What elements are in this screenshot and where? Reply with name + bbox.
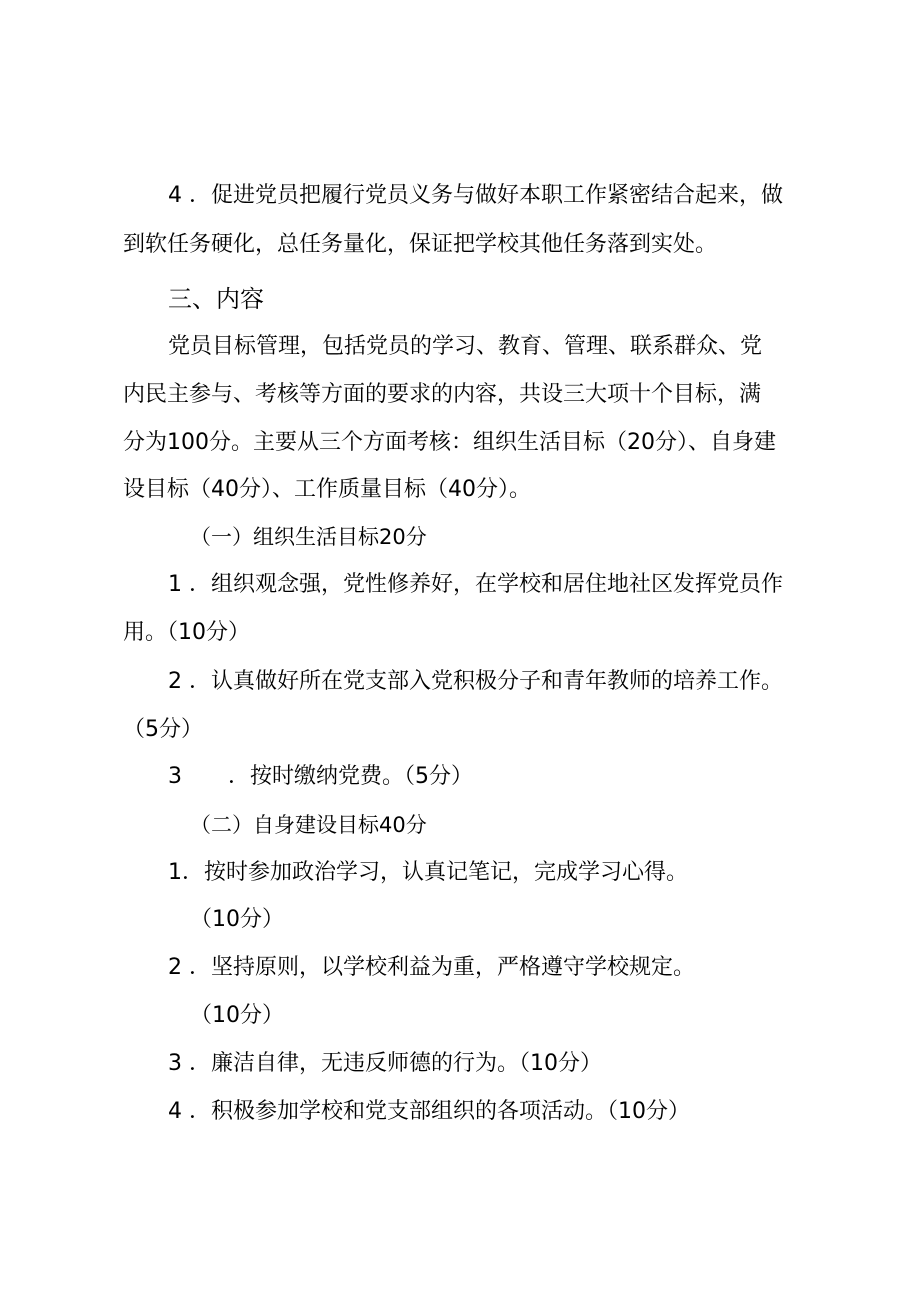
subsection-title-2: （二）自身建设目标40分: [190, 813, 427, 837]
intro-line-3: 分为100分。主要从三个方面考核：组织生活目标（20分）、自身建: [123, 430, 776, 455]
section-heading-content: 三、内容: [168, 285, 264, 313]
item-2-1-line-1: 1．按时参加政治学习，认真记笔记，完成学习心得。: [168, 860, 688, 885]
intro-line-4: 设目标（40分）、工作质量目标（40分）。: [123, 477, 531, 502]
item-1-1-line-2: 用。（10分）: [123, 620, 250, 645]
item-1-1-line-1: 1 ．组织观念强，党性修养好，在学校和居住地社区发挥党员作: [168, 572, 783, 597]
item-1-3-number: 3: [168, 764, 182, 789]
item-1-2-line-1: 2 ．认真做好所在党支部入党积极分子和青年教师的培养工作。: [168, 669, 783, 694]
item-2-2-line-2: （10分）: [190, 1003, 284, 1028]
item-2-2-line-1: 2 ．坚持原则，以学校利益为重，严格遵守学校规定。: [168, 955, 695, 980]
item-2-1-line-2: （10分）: [190, 907, 284, 932]
subsection-title-1: （一）组织生活目标20分: [190, 525, 427, 549]
item-1-3-text: ．按时缴纳党费。（5分）: [228, 764, 473, 789]
item-1-2-line-2: （5分）: [123, 717, 203, 742]
item-2-3: 3 ．廉洁自律，无违反师德的行为。（10分）: [168, 1051, 602, 1076]
intro-line-2: 内民主参与、考核等方面的要求的内容，共设三大项十个目标，满: [123, 382, 762, 407]
item-2-4: 4 ．积极参加学校和党支部组织的各项活动。（10分）: [168, 1099, 690, 1124]
paragraph-4-line-2: 到软任务硬化，总任务量化，保证把学校其他任务落到实处。: [123, 232, 718, 257]
intro-line-1: 党员目标管理，包括党员的学习、教育、管理、联系群众、党: [168, 334, 763, 359]
paragraph-4-line-1: 4 ．促进党员把履行党员义务与做好本职工作紧密结合起来，做: [168, 183, 783, 208]
